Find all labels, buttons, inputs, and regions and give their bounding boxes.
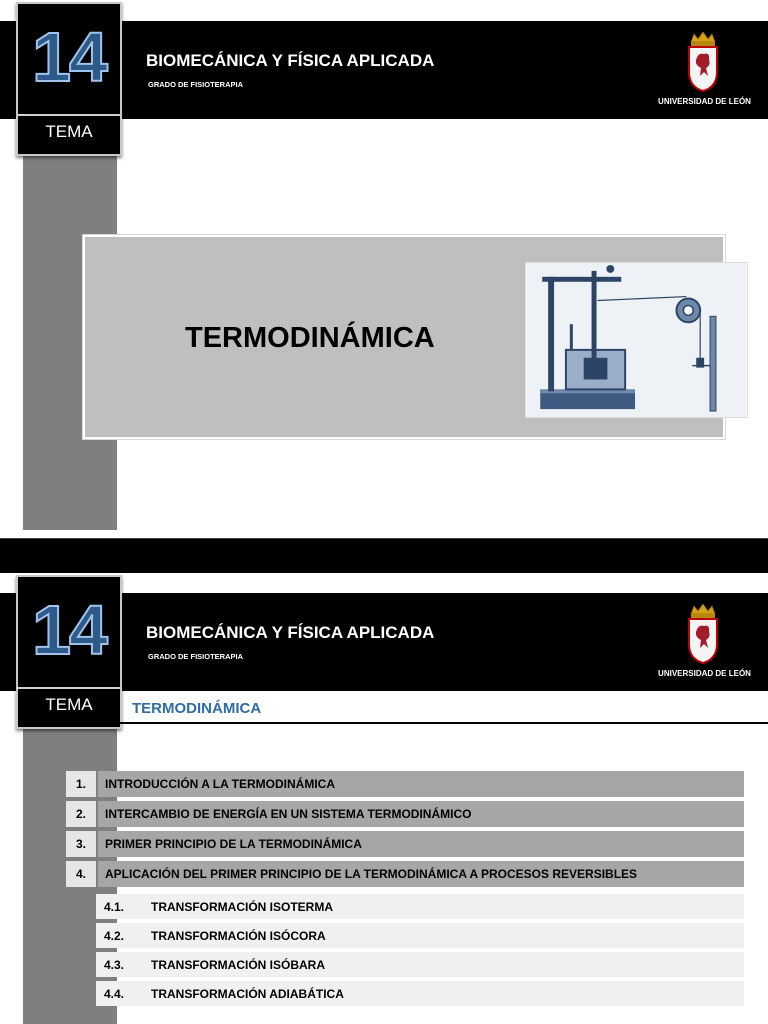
section-title: TERMODINÁMICA bbox=[132, 700, 262, 717]
tema-number: 14 bbox=[32, 18, 106, 96]
toc-subitem-text: TRANSFORMACIÓN ISOTERMA bbox=[151, 899, 333, 914]
course-title: BIOMECÁNICA Y FÍSICA APLICADA bbox=[146, 51, 435, 70]
university-crest-icon bbox=[686, 32, 720, 92]
slide-separator bbox=[0, 538, 768, 573]
toc-subitem-text: TRANSFORMACIÓN ISÓBARA bbox=[151, 957, 325, 972]
course-subtitle: GRADO DE FISIOTERAPIA bbox=[148, 652, 244, 661]
toc-item-number: 4. bbox=[66, 861, 96, 887]
tema-badge bbox=[16, 2, 122, 156]
thermodynamics-apparatus-icon bbox=[525, 262, 748, 418]
toc-subitem[interactable] bbox=[96, 981, 744, 1006]
course-subtitle: GRADO DE FISIOTERAPIA bbox=[148, 80, 244, 89]
university-crest-icon bbox=[686, 604, 720, 664]
section-rule bbox=[120, 722, 768, 724]
toc-subitem-text: TRANSFORMACIÓN ADIABÁTICA bbox=[151, 986, 344, 1001]
table-of-contents bbox=[66, 771, 744, 891]
toc-subitem-number: 4.2. bbox=[104, 928, 125, 943]
tema-badge bbox=[16, 575, 122, 729]
tema-label: TEMA bbox=[45, 695, 93, 714]
toc-item-number: 2. bbox=[66, 801, 96, 827]
main-title: TERMODINÁMICA bbox=[185, 322, 435, 354]
toc-subitem-number: 4.1. bbox=[104, 899, 125, 914]
toc-subitem[interactable] bbox=[96, 923, 744, 948]
toc-item[interactable] bbox=[66, 831, 744, 857]
toc-item[interactable] bbox=[66, 861, 744, 887]
toc-item-text: PRIMER PRINCIPIO DE LA TERMODINÁMICA bbox=[98, 831, 744, 857]
course-title: BIOMECÁNICA Y FÍSICA APLICADA bbox=[146, 623, 435, 642]
tema-number: 14 bbox=[32, 591, 106, 669]
toc-subitem-number: 4.3. bbox=[104, 957, 125, 972]
toc-item-number: 1. bbox=[66, 771, 96, 797]
toc-item-number: 3. bbox=[66, 831, 96, 857]
toc-subitem-number: 4.4. bbox=[104, 986, 125, 1001]
university-name: UNIVERSIDAD DE LEÓN bbox=[658, 669, 751, 678]
tema-divider bbox=[18, 114, 120, 116]
tema-divider bbox=[18, 687, 120, 689]
index-slide bbox=[0, 573, 768, 1024]
tema-label: TEMA bbox=[45, 122, 93, 141]
university-name: UNIVERSIDAD DE LEÓN bbox=[658, 97, 751, 106]
toc-item-text: INTRODUCCIÓN A LA TERMODINÁMICA bbox=[98, 771, 744, 797]
toc-item-text: INTERCAMBIO DE ENERGÍA EN UN SISTEMA TERMODINÁMICO bbox=[98, 801, 744, 827]
toc-item[interactable] bbox=[66, 801, 744, 827]
toc-item-text: APLICACIÓN DEL PRIMER PRINCIPIO DE LA TERMODINÁMICA A PROCESOS REVERSIBLES bbox=[98, 861, 744, 887]
toc-subitem-text: TRANSFORMACIÓN ISÓCORA bbox=[151, 928, 326, 943]
toc-item[interactable] bbox=[66, 771, 744, 797]
toc-subitem[interactable] bbox=[96, 952, 744, 977]
toc-subitem[interactable] bbox=[96, 894, 744, 919]
toc-subitems bbox=[96, 894, 744, 1010]
